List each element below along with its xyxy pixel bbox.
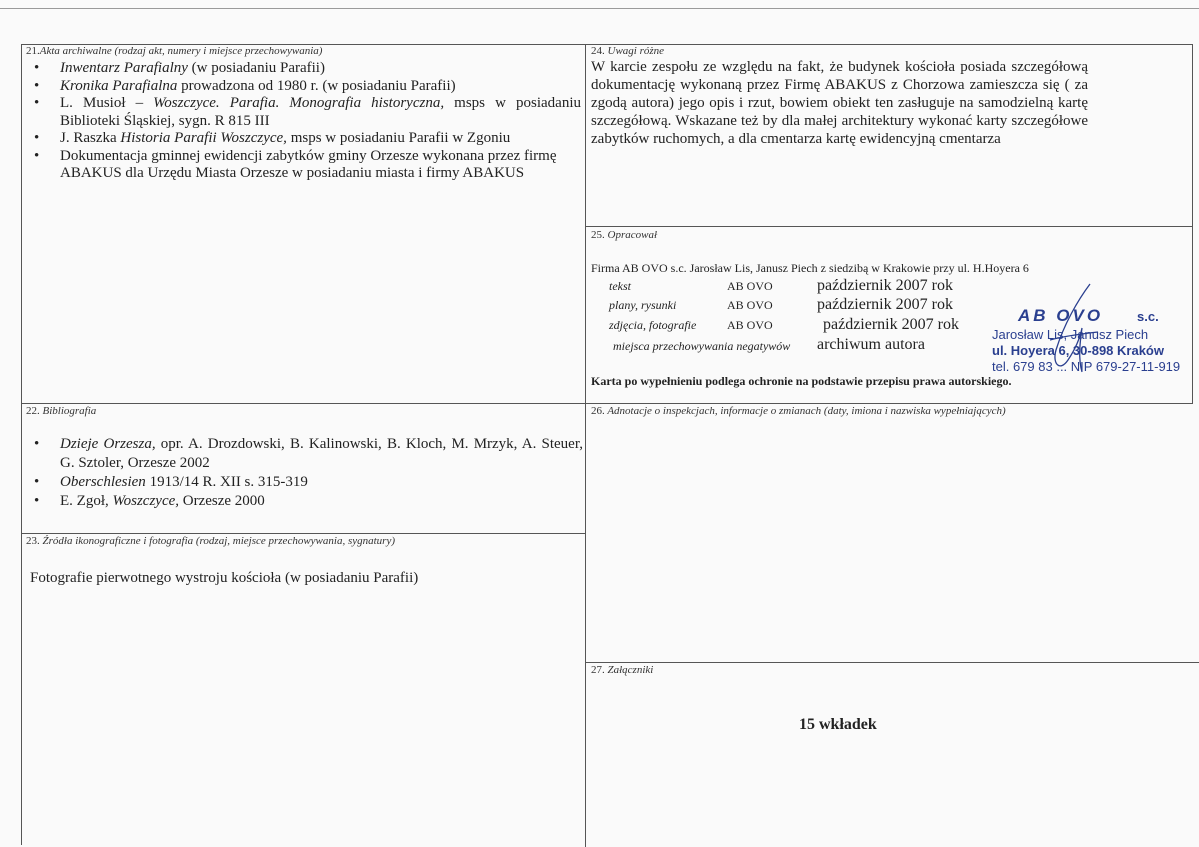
stamp-suffix: s.c. — [1137, 309, 1159, 324]
list-item: • E. Zgoł, Woszczyce, Orzesze 2000 — [0, 492, 585, 511]
list-item: • L. Musioł – Woszczyce. Parafia. Monografia historyczna, msps w posiadaniu Biblioteki Śląskiej, sygn. R 815 III — [0, 95, 585, 130]
row-label: plany, rysunki — [609, 298, 677, 312]
list-item: • Dzieje Orzesza, opr. A. Drozdowski, B. Kalinowski, B. Kloch, M. Mrzyk, A. Steuer, G. Sztoler, Orzesze 2002 — [0, 435, 585, 473]
section-23-header: 23. Źródła ikonograficzne i fotografia (rodzaj, miejsce przechowywania, sygnatury) — [26, 535, 395, 547]
section-22-header: 22. Bibliografia — [26, 405, 97, 417]
list-item: • J. Raszka Historia Parafii Woszczyce, msps w posiadaniu Parafii w Zgoniu — [0, 130, 585, 148]
stamp-line-2: ul. Hoyera 6, 30-898 Kraków — [992, 343, 1164, 358]
author-row — [591, 337, 991, 355]
section-27-header: 27. Załączniki — [591, 664, 654, 676]
section-25-header: 25. Opracował — [591, 229, 657, 241]
row-author: AB OVO — [727, 298, 773, 312]
stamp-line-3: tel. 679 83 ... NIP 679-27-11-919 — [992, 359, 1181, 374]
signature-icon — [1020, 280, 1110, 380]
author-row — [591, 297, 991, 315]
attachments-count: 15 wkładek — [799, 716, 877, 733]
right-border — [1192, 44, 1193, 404]
column-divider — [585, 44, 586, 847]
row-author: AB OVO — [727, 318, 773, 332]
section-26-header: 26. Adnotacje o inspekcjach, informacje o zmianach (daty, imiona i nazwiska wypełniających) — [591, 405, 1006, 417]
top-rule — [0, 8, 1199, 9]
row-date: archiwum autora — [817, 336, 925, 353]
section-21-header: 21.Akta archiwalne (rodzaj akt, numery i miejsce przechowywania) — [26, 45, 323, 57]
section-26 — [591, 405, 1191, 417]
row-author: AB OVO — [727, 279, 773, 293]
author-row — [591, 278, 991, 296]
list-item: • Kronika Parafialna prowadzona od 1980 r. (w posiadaniu Parafii) — [0, 78, 585, 96]
section-24 — [591, 45, 1088, 148]
row-divider-22 — [21, 403, 1192, 404]
section-27 — [591, 664, 1191, 733]
firm-line: Firma AB OVO s.c. Jarosław Lis, Janusz Piech z siedzibą w Krakowie przy ul. H.Hoyera 6 — [591, 261, 1029, 275]
archival-list — [0, 60, 585, 183]
iconography-text: Fotografie pierwotnego wystroju kościoła (w posiadaniu Parafii) — [30, 570, 419, 586]
section-23 — [26, 535, 581, 587]
bibliography-list — [0, 435, 585, 511]
row-label: miejsca przechowywania negatywów — [613, 339, 791, 353]
row-date: październik 2007 rok — [823, 316, 959, 333]
section-21 — [26, 45, 581, 183]
row-divider-27 — [585, 662, 1199, 663]
row-date: październik 2007 rok — [817, 296, 953, 313]
row-divider-23 — [21, 533, 585, 534]
row-label: tekst — [609, 279, 631, 293]
stamp-logo: AB OVO — [1018, 306, 1104, 325]
list-item: • Dokumentacja gminnej ewidencji zabytków gminy Orzesze wykonana przez firmę ABAKUS dla Urzędu Miasta Orzesze w posiadaniu miasta i firmy ABAKUS — [0, 148, 585, 183]
copyright-notice: Karta po wypełnieniu podlega ochronie na podstawie przepisu prawa autorskiego. — [591, 374, 1012, 388]
row-label: zdjęcia, fotografie — [609, 318, 697, 332]
row-date: październik 2007 rok — [817, 277, 953, 294]
author-row — [591, 317, 991, 335]
row-divider-25 — [585, 226, 1192, 227]
list-item: • Inwentarz Parafialny (w posiadaniu Parafii) — [0, 60, 585, 78]
remarks-text: W karcie zespołu ze względu na fakt, że budynek kościoła posiada szczegółową dokumentację wykonaną przez Firmę ABAKUS z Chorzowa zamieszcza się ( za zgodą autora) jego opis i rzut, bowiem obiekt ten zasługuje na samodzielną kartę szczegółową. Wskazane też by dla małej architektury wykonać karty szczegółowe zabytków ruchomych, a dla cmentarza kartę ewidencyjną cmentarza — [591, 59, 1088, 147]
section-24-header: 24. Uwagi różne — [591, 45, 665, 57]
section-22 — [26, 405, 581, 511]
stamp-line-1: Jarosław Lis, Janusz Piech — [992, 327, 1149, 342]
list-item: • Oberschlesien 1913/14 R. XII s. 315-319 — [0, 473, 585, 492]
